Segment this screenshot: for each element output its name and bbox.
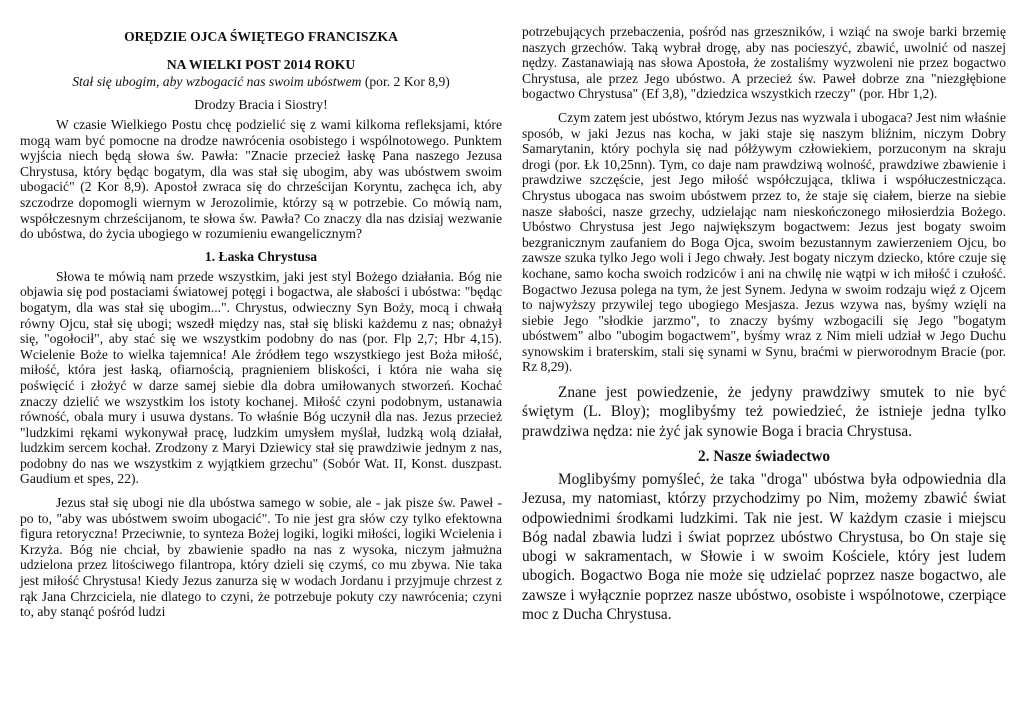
motto [20, 73, 502, 90]
document-subtitle: NA WIELKI POST 2014 ROKU [166, 57, 356, 72]
section-1-paragraph-2-start: Jezus stał się ubogi nie dla ubóstwa samego w sobie, ale - jak pisze św. Paweł - po to, "aby was ubóstwem swoim ubogacić". To nie jest gra słów czy tylko efektowna figura retoryczna! Przeciwnie, to synteza Bożej logiki, logiki miłości, logiki Wcielenia i Krzyża. Bóg nie chciał, by zbawienie spadło na nas z wysoka, niczym jałmużna udzielona przez litościwego filantropa, który dzieli się czymś, co mu zbywa. Nie taka jest miłość Chrystusa! Kiedy Jezus zanurza się w wodach Jordanu i przyjmuje chrzest z rąk Jana Chrzciciela, nie dlatego to czyni, że potrzebuje pokuty czy nawrócenia; czyni to, aby stanąć pośród ludzi [20, 495, 502, 620]
document-title: ORĘDZIE OJCA ŚWIĘTEGO FRANCISZKA [124, 29, 398, 44]
left-column [20, 24, 502, 620]
section-1-paragraph-1: Słowa te mówią nam przede wszystkim, jaki jest styl Bożego działania. Bóg nie objawia się pod postaciami światowej potęgi i bogactwa, ale słabości i ubóstwa: "będąc bogatym, dla was stał się ubogim...". Chrystus, odwieczny Syn Boży, mocą i chwałą równy Ojcu, stał się ubogi; wszedł między nas, stał się bliski każdemu z nas; obnażył się, "ogołocił", aby stać się we wszystkim podobny do nas (por. Flp 2,7; Hbr 4,15). Wcielenie Boże to wielka tajemnica! Ale źródłem tego wszystkiego jest Boża miłość, miłość, która jest łaską, ofiarnością, pragnieniem bliskości, i która nie waha się poświęcić i złożyć w darze samej siebie dla dobra umiłowanych stworzeń. Kochać znaczy dzielić we wszystkim los istoty kochanej. Miłość czyni podobnym, ustanawia równość, obala mury i usuwa dystans. To właśnie Bóg uczynił dla nas. Jezus przecież "ludzkimi rękami wykonywał pracę, ludzkim umysłem myślał, ludzką wolą działał, ludzkim sercem kochał. Zrodzony z Maryi Dziewicy stał się prawdziwie jednym z nas, podobny do nas we wszystkim z wyjątkiem grzechu" (Sobór Wat. II, Konst. duszpast. Gaudium et spes, 22). [20, 268, 502, 487]
section-2-heading: 2. Nasze świadectwo [697, 447, 831, 465]
motto-reference: (por. 2 Kor 8,9) [361, 74, 450, 89]
section-1-paragraph-4: Znane jest powiedzenie, że jedyny prawdziwy smutek to nie być świętym (L. Bloy); moglibyśmy też powiedzieć, że istnieje jedna tylko prawdziwa nędza: nie żyć jak synowie Boga i bracia Chrystusa. [522, 384, 1006, 440]
motto-quote: Stał się ubogim, aby wzbogacić nas swoim ubóstwem [72, 74, 362, 89]
section-1-paragraph-3: Czym zatem jest ubóstwo, którym Jezus nas wyzwala i ubogaca? Jest nim właśnie sposób, w jaki Jezus nas kocha, w jaki staje się naszym bliźnim, niczym Dobry Samarytanin, który pochyla się nad półżywym człowiekiem, porzuconym na skraju drogi (por. Łk 10,25nn). Tym, co daje nam prawdziwą wolność, prawdziwe zbawienie i prawdziwe szczęście, jest Jego miłość współczująca, tkliwa i współuczestnicząca. Chrystus ubogaca nas swoim ubóstwem przez to, że staje się ciałem, bierze na siebie nasze słabości, nasze grzechy, udzielając nam nieskończonego miłosierdzia Bożego. Ubóstwo Chrystusa jest Jego największym bogactwem: Jezus jest bogaty swoim bezgranicznym zaufaniem do Boga Ojca, swoim bezustannym zawierzeniem Ojcu, bo zawsze szuka tylko Jego woli i Jego chwały. Jest bogaty niczym dziecko, które czuje się kochane, samo kocha swoich rodziców i ani na chwilę nie wątpi w ich miłość i czułość. Bogactwo Jezusa polega na tym, że jest Synem. Jedyna w swoim rodzaju więź z Ojcem to najwyższy przywilej tego ubogiego Mesjasza. Jezus wzywa nas, byśmy wzięli na siebie Jego "słodkie jarzmo", to znaczy byśmy wzbogacili się Jego "bogatym ubóstwem" albo "ubogim bogactwem", byśmy wraz z Nim mieli udział w Jego Duchu synowskim i braterskim, stali się synami w Synu, braćmi w pierworodnym Bracie (por. Rz 8,29). [522, 109, 1006, 375]
intro-paragraph: W czasie Wielkiego Postu chcę podzielić się z wami kilkoma refleksjami, które mogą wam być pomocne na drodze nawrócenia osobistego i wspólnotowego. Punktem wyjścia niech będą słowa św. Pawła: "Znacie przecież łaskę Pana naszego Jezusa Chrystusa, który będąc bogatym, dla was stał się ubogim, aby was ubóstwem swoim ubogacić" (2 Kor 8,9). Apostoł zwraca się do chrześcijan Koryntu, zachęca ich, aby szczodrze dopomogli wiernym w Jerozolimie, którzy są w potrzebie. Co mówią nam, współczesnym chrześcijanom, te słowa św. Pawła? Co znaczy dla nas dzisiaj wezwanie do ubóstwa, do życia ubogiego w rozumieniu ewangelicznym? [20, 117, 502, 242]
right-column [522, 24, 1006, 624]
section-1-heading: 1. Łaska Chrystusa [204, 248, 318, 264]
section-1-paragraph-2-continued: potrzebujących przebaczenia, pośród nas grzeszników, i wziąć na swoje barki brzemię naszych grzechów. Taką wybrał drogę, aby nas pocieszyć, zbawić, uwolnić od naszej nędzy. Zastanawiają nas słowa Apostoła, że zostaliśmy wyzwoleni nie przez bogactwo Chrystusa, ale przez Jego ubóstwo. A przecież św. Paweł dobrze zna "niezgłębione bogactwo Chrystusa" (Ef 3,8), "dziedzica wszystkich rzeczy" (por. Hbr 1,2). [522, 24, 1006, 102]
greeting: Drodzy Bracia i Siostry! [194, 97, 328, 112]
section-2-paragraph-1: Moglibyśmy pomyśleć, że taka "droga" ubóstwa była odpowiednia dla Jezusa, my natomiast, którzy przychodzimy po Nim, możemy zbawić świat odpowiednimi środkami ludzkimi. Tak nie jest. W każdym czasie i miejscu Bóg nadal zbawia ludzi i świat poprzez ubóstwo Chrystusa, bo On staje się ubogi w sakramentach, w Słowie i w swoim Kościele, który jest ludem ubogich. Bogactwo Boga nie może się udzielać poprzez nasze bogactwo, ale zawsze i wyłącznie poprzez nasze ubóstwo, osobiste i wspólnotowe, czerpiące moc z Ducha Chrystusa. [522, 470, 1006, 624]
